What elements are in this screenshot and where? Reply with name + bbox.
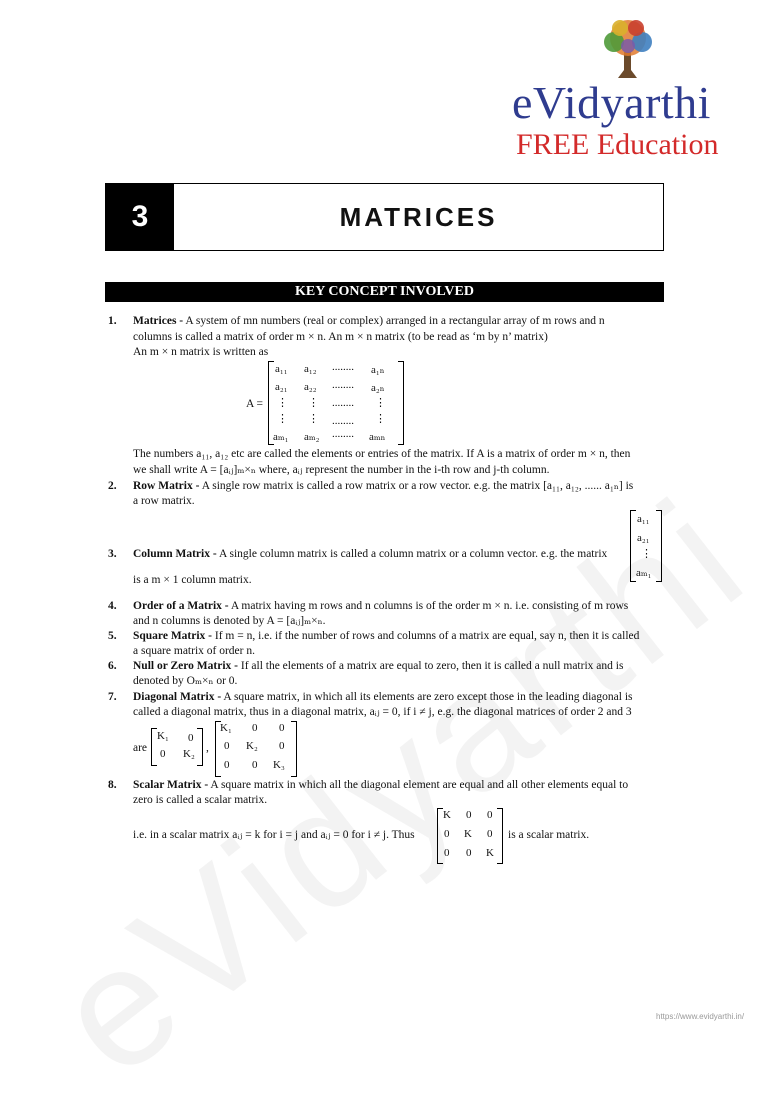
item-number: 3. <box>108 548 117 560</box>
item-number: 1. <box>108 315 117 327</box>
item-text: is a m × 1 column matrix. <box>133 574 252 586</box>
item-text: Diagonal Matrix - A square matrix, in which all its elements are zero except those in the leading diagonal is <box>133 691 633 703</box>
item-text: Square Matrix - If m = n, i.e. if the number of rows and columns of a matrix are equal, say n, then it is called <box>133 630 640 642</box>
item-number: 2. <box>108 480 117 492</box>
brand-name: eVidyarthi <box>512 77 711 128</box>
item-number: 6. <box>108 660 117 672</box>
item-number: 8. <box>108 779 117 791</box>
item-text: , <box>206 742 209 754</box>
item-text: Scalar Matrix - A square matrix in which all the diagonal element are equal and all other elements equal to <box>133 779 629 791</box>
item-text: a row matrix. <box>133 495 195 507</box>
item-text: The numbers a₁₁, a₁₂ etc are called the elements or entries of the matrix. If A is a matrix of order m × n, then <box>133 448 631 460</box>
item-text: Column Matrix - A single column matrix is called a column matrix or a column vector. e.g. the matrix <box>133 548 608 560</box>
chapter-header <box>105 183 664 251</box>
item-text: a square matrix of order n. <box>133 645 255 657</box>
item-number: 5. <box>108 630 117 642</box>
item-number: 7. <box>108 691 117 703</box>
item-text: called a diagonal matrix, thus in a diagonal matrix, aᵢⱼ = 0, if i ≠ j, e.g. the diagonal matrices of order 2 and 3 <box>133 706 632 718</box>
matrix-label: A = <box>246 398 264 410</box>
item-text: Row Matrix - A single row matrix is called a row matrix or a row vector. e.g. the matrix [a₁₁, a₁₂, ...... a₁ₙ] is <box>133 480 634 492</box>
item-text: zero is called a scalar matrix. <box>133 794 268 806</box>
logo <box>508 16 748 166</box>
item-text: denoted by Oₘ×ₙ or 0. <box>133 675 238 687</box>
brand-tagline: FREE Education <box>516 128 719 161</box>
column-matrix: a₁₁ a₂₁ ⋮ aₘ₁ <box>630 510 662 582</box>
diagonal-matrix-2: K₁ 0 0 K₂ <box>151 728 203 766</box>
item-text: An m × n matrix is written as <box>133 346 269 358</box>
item-text: columns is called a matrix of order m × n. An m × n matrix (to be read as ‘m by n’ matrix) <box>133 331 548 343</box>
item-number: 4. <box>108 600 117 612</box>
item-text: i.e. in a scalar matrix aᵢⱼ = k for i = j and aᵢⱼ = 0 for i ≠ j. Thus <box>133 829 415 841</box>
item-text: we shall write A = [aᵢⱼ]ₘ×ₙ where, aᵢⱼ represent the number in the i-th row and j-th column. <box>133 464 550 476</box>
item-text: Matrices - A system of mn numbers (real or complex) arranged in a rectangular array of m rows and n <box>133 315 605 327</box>
chapter-number: 3 <box>106 184 174 250</box>
key-concept-heading: KEY CONCEPT INVOLVED <box>105 282 664 302</box>
item-text: are <box>133 742 148 754</box>
diagonal-matrix-3: K₁ 0 0 0 K₂ 0 0 0 K₃ <box>215 721 297 777</box>
item-text: is a scalar matrix. <box>508 829 590 841</box>
tree-icon <box>598 16 658 80</box>
chapter-title: MATRICES <box>339 201 498 232</box>
item-text: Null or Zero Matrix - If all the elements of a matrix are equal to zero, then it is called a null matrix and is <box>133 660 624 672</box>
item-text: Order of a Matrix - A matrix having m rows and n columns is of the order m × n. i.e. consisting of m rows <box>133 600 629 612</box>
matrix-a: a₁₁ a₁₂ ........ a₁ₙ a₂₁ a₂₂ ........ a₂ₙ ⋮ ⋮ ........ ⋮ ⋮ ⋮ ........ ⋮ aₘ₁ aₘ₂ ........ aₘₙ <box>268 361 404 445</box>
scalar-matrix: K 0 0 0 K 0 0 0 K <box>437 808 503 864</box>
footer-url: https://www.evidyarthi.in/ <box>656 1012 745 1021</box>
item-text: and n columns is denoted by A = [aᵢⱼ]ₘ×ₙ. <box>133 615 326 627</box>
